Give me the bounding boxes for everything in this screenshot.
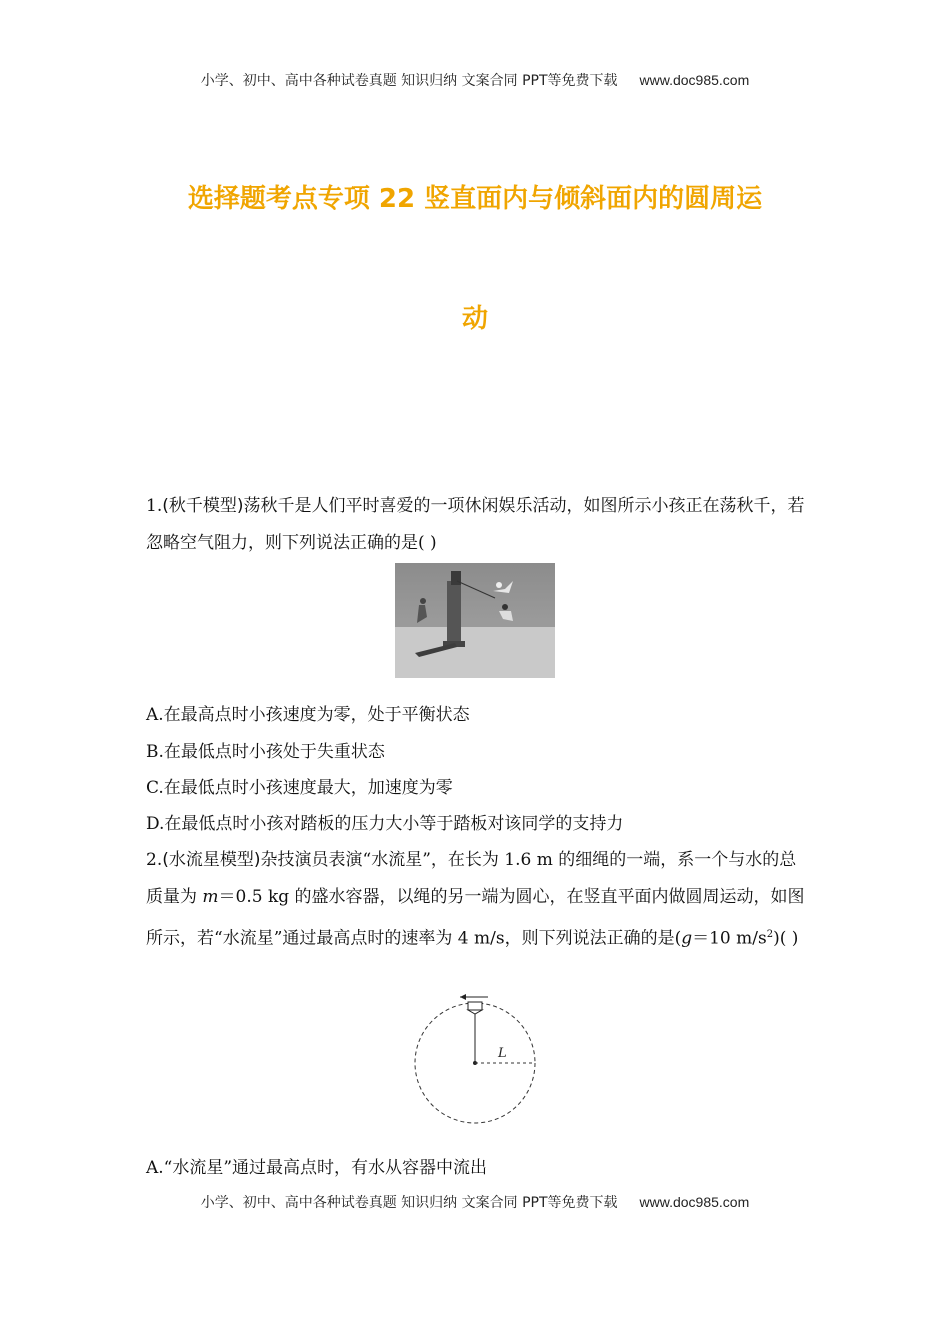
page-title-line-2: 动 <box>461 304 488 334</box>
question-1-stem <box>146 488 806 562</box>
vertical-circle-diagram <box>410 992 545 1127</box>
footer-site-link[interactable]: www.doc985.com <box>639 1194 750 1210</box>
header-site-link[interactable]: www.doc985.com <box>639 72 750 88</box>
question-1-option-a: A.在最高点时小孩速度为零，处于平衡状态 <box>146 705 470 725</box>
question-1-number: 1. <box>146 496 163 516</box>
exponent: 2 <box>766 929 774 940</box>
question-1-option-c: C.在最低点时小孩速度最大，加速度为零 <box>146 778 453 798</box>
header-banner-text: 小学、初中、高中各种试卷真题 知识归纳 文案合同 PPT等免费下载 <box>200 73 618 89</box>
footer-banner <box>0 1192 950 1212</box>
question-2-number: 2. <box>146 850 163 870</box>
question-1-option-b: B.在最低点时小孩处于失重状态 <box>146 742 385 762</box>
question-2-text-b: ＝0.5 kg 的盛水容器，以绳的另一端为圆心，在竖直平面内做圆周运动，如图所示，若“水流星”通过最高点时的速率为 4 m/s，则下列说法正确的是( <box>146 887 805 949</box>
footer-banner-text: 小学、初中、高中各种试卷真题 知识归纳 文案合同 PPT等免费下载 <box>200 1195 618 1211</box>
question-2-stem <box>146 842 806 958</box>
arrow-head <box>460 994 466 1000</box>
question-2-option-a: A.“水流星”通过最高点时，有水从容器中流出 <box>146 1158 488 1178</box>
question-1-text: 荡秋千是人们平时喜爱的一项休闲娱乐活动，如图所示小孩正在荡秋千，若忽略空气阻力，则下列说法正确的是( ) <box>146 496 805 553</box>
water-container <box>468 1002 482 1010</box>
radius-label: L <box>498 1046 507 1061</box>
question-1-tag: (秋千模型) <box>162 496 244 516</box>
question-1-option-d: D.在最低点时小孩对踏板的压力大小等于踏板对该同学的支持力 <box>146 814 624 834</box>
page-title-line-1: 选择题考点专项 22 竖直面内与倾斜面内的圆周运 <box>187 184 763 214</box>
question-2-tag: (水流星模型) <box>162 850 261 870</box>
question-2-text-d: )( ) <box>773 928 799 949</box>
gravity-variable: g <box>681 928 693 949</box>
header-banner <box>0 70 950 90</box>
swing-photo <box>395 563 555 678</box>
mass-variable: m <box>202 887 219 907</box>
question-2-text-c: ＝10 m/s <box>692 928 767 949</box>
question-2-text-a: 杂技演员表演“水流星”，在长为 1.6 m 的细绳的一端，系一个与水的总质量为 <box>146 850 797 907</box>
